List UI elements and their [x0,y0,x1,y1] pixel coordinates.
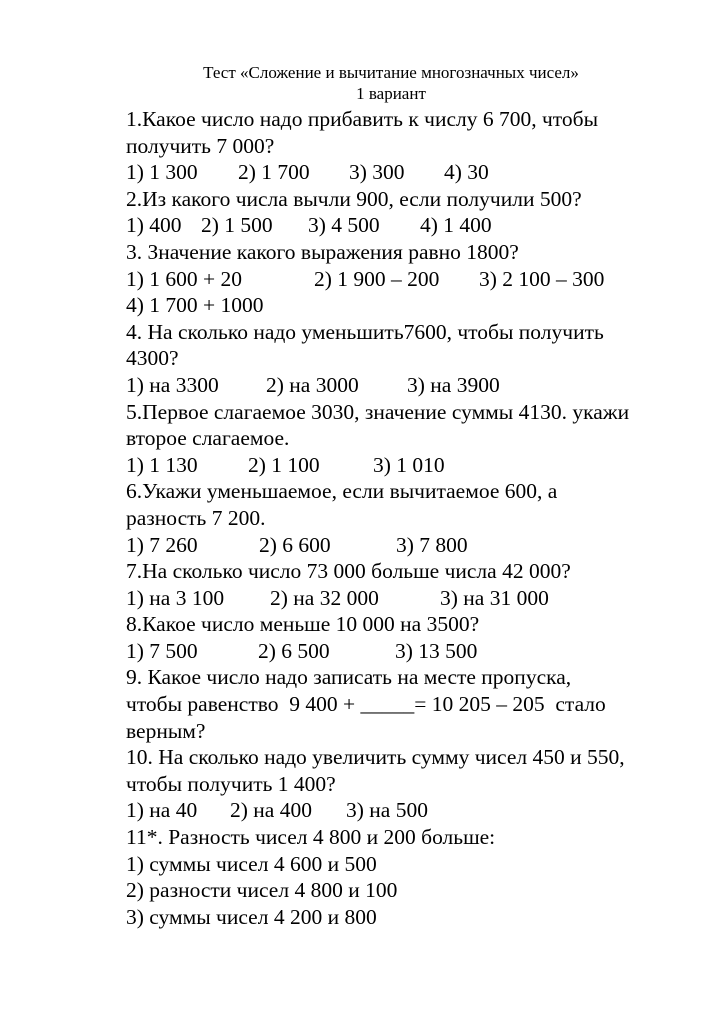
question-text-line: второе слагаемое. [126,426,290,451]
answer-option: 4) 1 700 + 1000 [126,293,264,318]
answer-option: 3) 7 800 [396,532,468,557]
question-text-line: 10. На сколько надо увеличить сумму чисел 450 и 550, [126,745,625,770]
answer-option: 4) 1 400 [420,213,492,238]
answer-option: 4) 30 [444,160,489,185]
answer-options [126,532,686,559]
title-block [126,62,656,104]
question-text-line: 2) разности чисел 4 800 и 100 [126,878,398,903]
question-text-line: 3. Значение какого выражения равно 1800? [126,239,519,264]
question-text-line: получить 7 000? [126,133,275,158]
test-title: Тест «Сложение и вычитание многозначных чисел» [203,63,579,82]
question-text-line: 9. Какое число надо записать на месте пропуска, [126,665,572,690]
question-7 [126,558,686,611]
question-text-line: 5.Первое слагаемое 3030, значение суммы 4130. укажи [126,399,630,424]
answer-options [126,159,686,186]
variant-label: 1 вариант [356,84,426,103]
answer-option: 3) 1 010 [373,452,445,477]
answer-option: 2) 6 600 [259,532,331,557]
question-1 [126,106,686,186]
answer-option: 3) 300 [349,160,405,185]
answer-option: 1) 1 600 + 20 [126,266,243,291]
answer-option: 2) 1 900 – 200 [314,266,440,291]
answer-option: 1) 7 260 [126,532,198,557]
question-4 [126,319,686,399]
question-text-line: 1) суммы чисел 4 600 и 500 [126,851,377,876]
question-5 [126,399,686,479]
answer-option: 1) на 3300 [126,372,219,397]
question-text-line: 4300? [126,346,179,371]
question-10 [126,744,686,824]
question-text-line: 6.Укажи уменьшаемое, если вычитаемое 600, а [126,479,558,504]
question-text-line: верным? [126,718,206,743]
answer-option: 2) на 3000 [266,372,359,397]
question-2 [126,186,686,239]
answer-options [126,266,686,293]
answer-option: 1) 1 300 [126,160,198,185]
answer-option: 2) 1 100 [248,452,320,477]
answer-option: 2) 6 500 [258,638,330,663]
answer-options [126,212,686,239]
question-3 [126,239,686,319]
question-text-line: 4. На сколько надо уменьшить7600, чтобы получить [126,319,604,344]
answer-options [126,372,686,399]
answer-option: 1) 400 [126,213,182,238]
question-text-line: 1.Какое число надо прибавить к числу 6 700, чтобы [126,107,599,131]
test-page [126,62,686,930]
question-text-line: 11*. Разность чисел 4 800 и 200 больше: [126,825,496,850]
question-11 [126,824,686,930]
answer-option: 2) на 32 000 [270,585,379,610]
answer-option: 1) 7 500 [126,638,198,663]
question-text-line: 3) суммы чисел 4 200 и 800 [126,904,377,929]
question-text-line: чтобы равенство 9 400 + _____= 10 205 – 205 стало [126,692,606,717]
answer-option: 2) 1 700 [238,160,310,185]
answer-option: 3) на 500 [346,798,428,823]
question-9 [126,664,686,744]
question-text-line: 2.Из какого числа вычли 900, если получили 500? [126,186,582,211]
answer-options [126,292,686,319]
answer-option: 1) 1 130 [126,452,198,477]
answer-options [126,452,686,479]
question-6 [126,478,686,558]
answer-option: 2) на 400 [230,798,312,823]
answer-option: 3) 2 100 – 300 [479,266,605,291]
answer-option: 3) 13 500 [395,638,478,663]
answer-options [126,585,686,612]
question-8 [126,611,686,664]
answer-option: 3) на 31 000 [440,585,549,610]
question-text-line: 8.Какое число меньше 10 000 на 3500? [126,612,480,637]
question-text-line: разность 7 200. [126,505,266,530]
question-text-line: чтобы получить 1 400? [126,771,336,796]
answer-options [126,797,686,824]
question-text-line: 7.На сколько число 73 000 больше числа 42 000? [126,559,571,584]
answer-option: 3) 4 500 [308,213,380,238]
questions-list [126,106,686,930]
answer-option: 3) на 3900 [407,372,500,397]
answer-options [126,638,686,665]
answer-option: 1) на 40 [126,798,198,823]
answer-option: 1) на 3 100 [126,585,225,610]
answer-option: 2) 1 500 [201,213,273,238]
